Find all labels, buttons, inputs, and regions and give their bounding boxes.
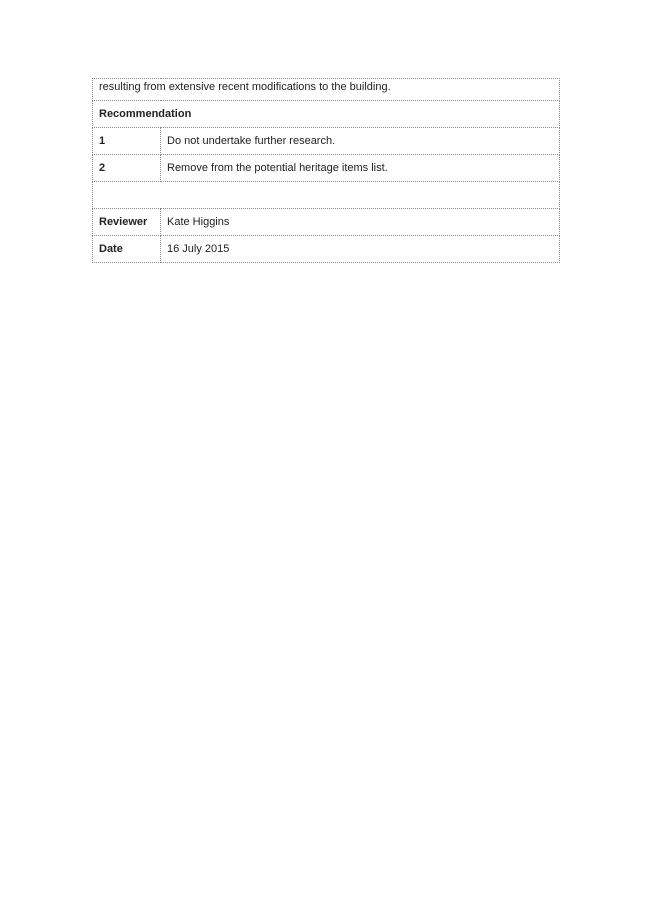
- table-row: [93, 128, 560, 155]
- date-value: 16 July 2015: [161, 236, 560, 263]
- recommendation-heading: Recommendation: [93, 101, 560, 128]
- table-row: [93, 236, 560, 263]
- table-row: [93, 209, 560, 236]
- recommendation-text: Remove from the potential heritage items list.: [161, 155, 560, 182]
- reviewer-label: Reviewer: [93, 209, 161, 236]
- table-row: [93, 79, 560, 101]
- table-row: [93, 101, 560, 128]
- heritage-assessment-table: [92, 78, 560, 263]
- reviewer-value: Kate Higgins: [161, 209, 560, 236]
- recommendation-text: Do not undertake further research.: [161, 128, 560, 155]
- continued-text-cell: resulting from extensive recent modifications to the building.: [93, 79, 560, 101]
- table-row: [93, 155, 560, 182]
- empty-spacer-cell: [93, 182, 560, 209]
- recommendation-number: 1: [93, 128, 161, 155]
- recommendation-number: 2: [93, 155, 161, 182]
- date-label: Date: [93, 236, 161, 263]
- table-row: [93, 182, 560, 209]
